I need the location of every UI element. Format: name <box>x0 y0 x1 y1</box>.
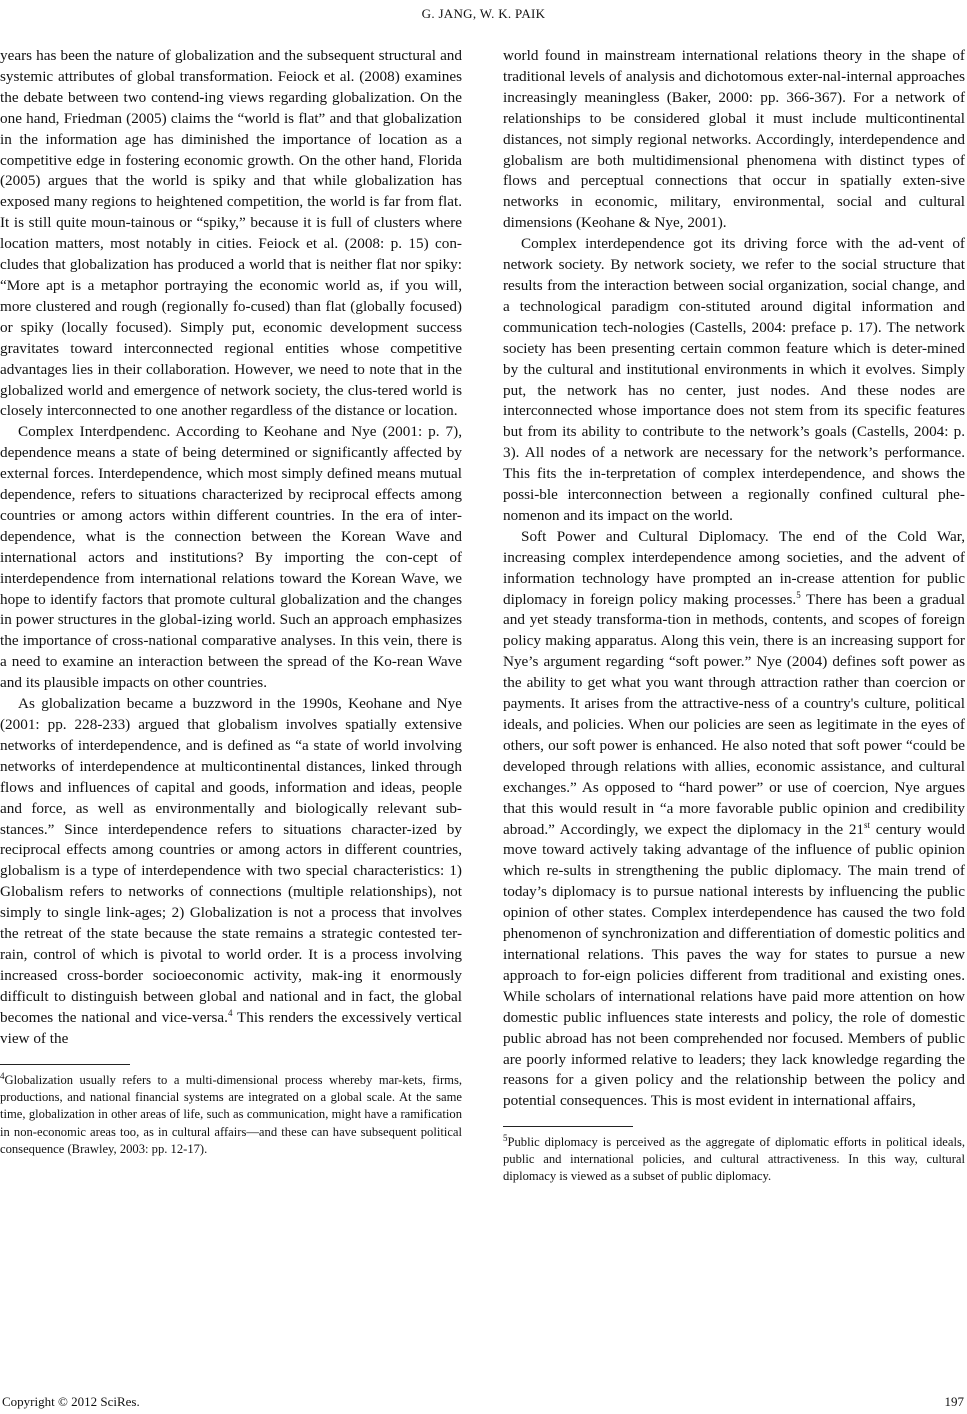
footnote-mark-5: 5 <box>503 1132 508 1143</box>
left-paragraph-2: Complex Interdpendenc. According to Keohane and Nye (2001: p. 7), dependence means a state of being determined or significantly affected by external forces. Interdependence, which most simply defined means mutual dependence, refers to situations characterized by reciprocal effects among countries or among actors within different countries. In the era of inter-dependence, what is the connection between the Korean Wave and international actors and institutions? By importing the con-cept of interdependence from international relations toward the Korean Wave, we hope to identify factors that promote cultural globalization and the changes in power structures in the global-izing world. Such an approach emphasizes the importance of cross-national comparative analyses. In this vein, there is a need to examine an interaction between the spread of the Ko-rean Wave and its plausible impacts on other countries. <box>0 423 462 692</box>
left-paragraph-3-tail: This renders the excessively vertical view of the <box>0 1008 463 1047</box>
copyright-notice: Copyright © 2012 SciRes. <box>2 1394 140 1409</box>
left-column <box>0 46 462 1050</box>
footnote-rule <box>503 1126 633 1127</box>
footnote-4-text: Globalization usually refers to a multi-dimensional process whereby mar-kets, firms, productions, and national financial systems are integrated on a global scale. At the same time, globalization in other areas of life, such as communication, might have a ramification in non-economic areas too, as in cultural affairs—and these can have subsequent political consequence (Brawley, 2003: pp. 12-17). <box>0 1073 462 1156</box>
footnote-ref-5: 5 <box>796 589 801 600</box>
footnote-ref-4: 4 <box>227 1007 233 1018</box>
footnote-4 <box>0 1072 462 1158</box>
ordinal-suffix: st <box>864 819 871 830</box>
left-paragraph-3 <box>0 694 462 1049</box>
right-paragraph-2: Complex interdependence got its driving force with the ad-vent of network society. By network society, we refer to the social structure that results from the interaction between social organization, social change, and a technological paradigm con-stituted around digital information and communication tech-nologies (Castells, 2004: preface p. 17). The network society has been presenting certain common feature which is deter-mined by the cultural and institutional environments in which it evolves. Simply put, the network has no center, just nodes. And these nodes are interconnected whose importance does not stem from its specific features but from its ability to contribute to the network’s goals (Castells, 2004: p. 3). All nodes of a network are necessary for the network’s performance. This fits the in-terpretation of complex interdependence, and shows the possi-ble interconnection between a regionally confined cultural phe-nomenon and its impact on the world. <box>503 235 965 524</box>
right-paragraph-3 <box>503 527 965 1112</box>
footnote-5-text: Public diplomacy is perceived as the aggregate of diplomatic efforts in political ideals, public and international policies, and cultural attractiveness. In this way, cultural diplomacy is viewed as a subset of public diplomacy. <box>503 1135 965 1184</box>
right-paragraph-3-mid: There has been a gradual and yet steady transforma-tion in methods, contents, and scopes of foreign policy making apparatus. Along this vein, there is an increasing support for Nye’s argument regarding “soft power.” Nye (2004) defines soft power as the ability to get what you want through attraction rather than coercion or payments. It arises from the attractive-ness of a country's culture, political ideals, and policies. When our policies are seen as legitimate in the eyes of others, our soft power is enhanced. He also noted that soft power “could be developed through relations with allies, economic assistance, and cultural exchanges.” As opposed to “hard power” or use of coercion, Nye argues that this would result in “a more favorable public opinion and credibility abroad.” Accordingly, we expect the diplomacy in the 21 <box>503 590 965 838</box>
footnote-mark-4: 4 <box>0 1070 5 1081</box>
right-column <box>503 46 965 1112</box>
footnote-5 <box>503 1134 965 1186</box>
left-paragraph-1: years has been the nature of globalization and the subsequent structural and systemic attributes of global transformation. Feiock et al. (2008) examines the debate between two contend-ing views regarding globalization. On the one hand, Friedman (2005) claims the “world is flat” and that globalization in the information age has diminished the importance of location as a competitive edge in fostering economic growth. On the other hand, Florida (2005) argues that the world is spiky and that while globalization has exposed many regions to heightened competition, the world is far from flat. It is still quite moun-tainous or “spiky,” because it is full of clusters where location matters, most notably in cities. Feiock et al. (2008: p. 15) con-cludes that globalization has produced a world that is neither flat nor spiky: “More apt is a metaphor portraying the economic world as, if you will, more clustered and rough (regionally fo-cused) than flat (globally focused) or spiky (locally focused). Simply put, economic development success gravitates toward interconnected regional entities whose competitive advantages lies in their collaboration. However, we need to note that in the globalized world and emergence of network society, the clus-tered world is closely interconnected to one another regardless of the distance or location. <box>0 47 462 420</box>
page-number: 197 <box>944 1394 964 1409</box>
left-paragraph-3-body: As globalization became a buzzword in the 1990s, Keohane and Nye (2001: pp. 228-233) argued that globalism involves spatially extensive networks of interdependence, and is defined as “a state of world involving networks of interdependence at multicontinental distances, linked through flows and influences of capital and goods, information and ideas, people and force, as well as environmentally and biologically relevant sub-stances.” Since interdependence refers to situations character-ized by reciprocal effects among countries or among actors in different countries, globalism is a type of interdependence with two special characteristics: 1) Globalism refers to networks of connections (multiple relationships), not simply to single link-ages; 2) Globalization is not a process that involves the retreat of the state because the state remains a strategic contested ter-rain, control of which is pivotal to world order. It is a process involving increased cross-border socioeconomic activity, mak-ing it enormously difficult to distinguish between global and national and in fact, the global becomes the national and vice-versa. <box>0 695 462 1026</box>
running-head: G. JANG, W. K. PAIK <box>421 6 546 21</box>
right-paragraph-3-head: Soft Power and Cultural Diplomacy. The end of the Cold War, increasing complex interdependence among societies, and the advent of information technology have prompted an in-crease attention for public diplomacy in foreign policy making processes. <box>503 527 965 608</box>
right-paragraph-1: world found in mainstream international relations theory in the shape of traditional levels of analysis and dichotomous exter-nal-internal approaches increasingly meaningless (Baker, 2000: pp. 366-367). For a network of relationships to be considered global it must include multicontinental distances, not simply regional networks. Accordingly, interdependence and globalism are both multidimensional phenomena with distinct types of flows and perceptual connections that occur in spatially exten-sive networks in economic, military, environmental, social and cultural dimensions (Keohane & Nye, 2001). <box>503 47 965 232</box>
right-paragraph-3-tail: century would move toward actively taking advantage of the influence of public opinion which re-sults in strengthening the public diplomacy. The main trend of today’s diplomacy is to pursue national interests by influencing the public opinion of other states. Complex interdependence has caused the two fold phenomenon of synchronization and differentiation of domestic politics and international relations. This paves the way for states to pursue a new approach to for-eign policies different from traditional and existing ones. While scholars of international relations have paid more attention on how domestic public influences state interests and policy, the role of domestic public abroad has not been comprehended nor focused. Members of public are poorly informed relative to leaders; they lack knowledge regarding the reasons for a given policy and the relationship between the policy and potential consequences. This is most evident in international affairs, <box>503 820 965 1110</box>
